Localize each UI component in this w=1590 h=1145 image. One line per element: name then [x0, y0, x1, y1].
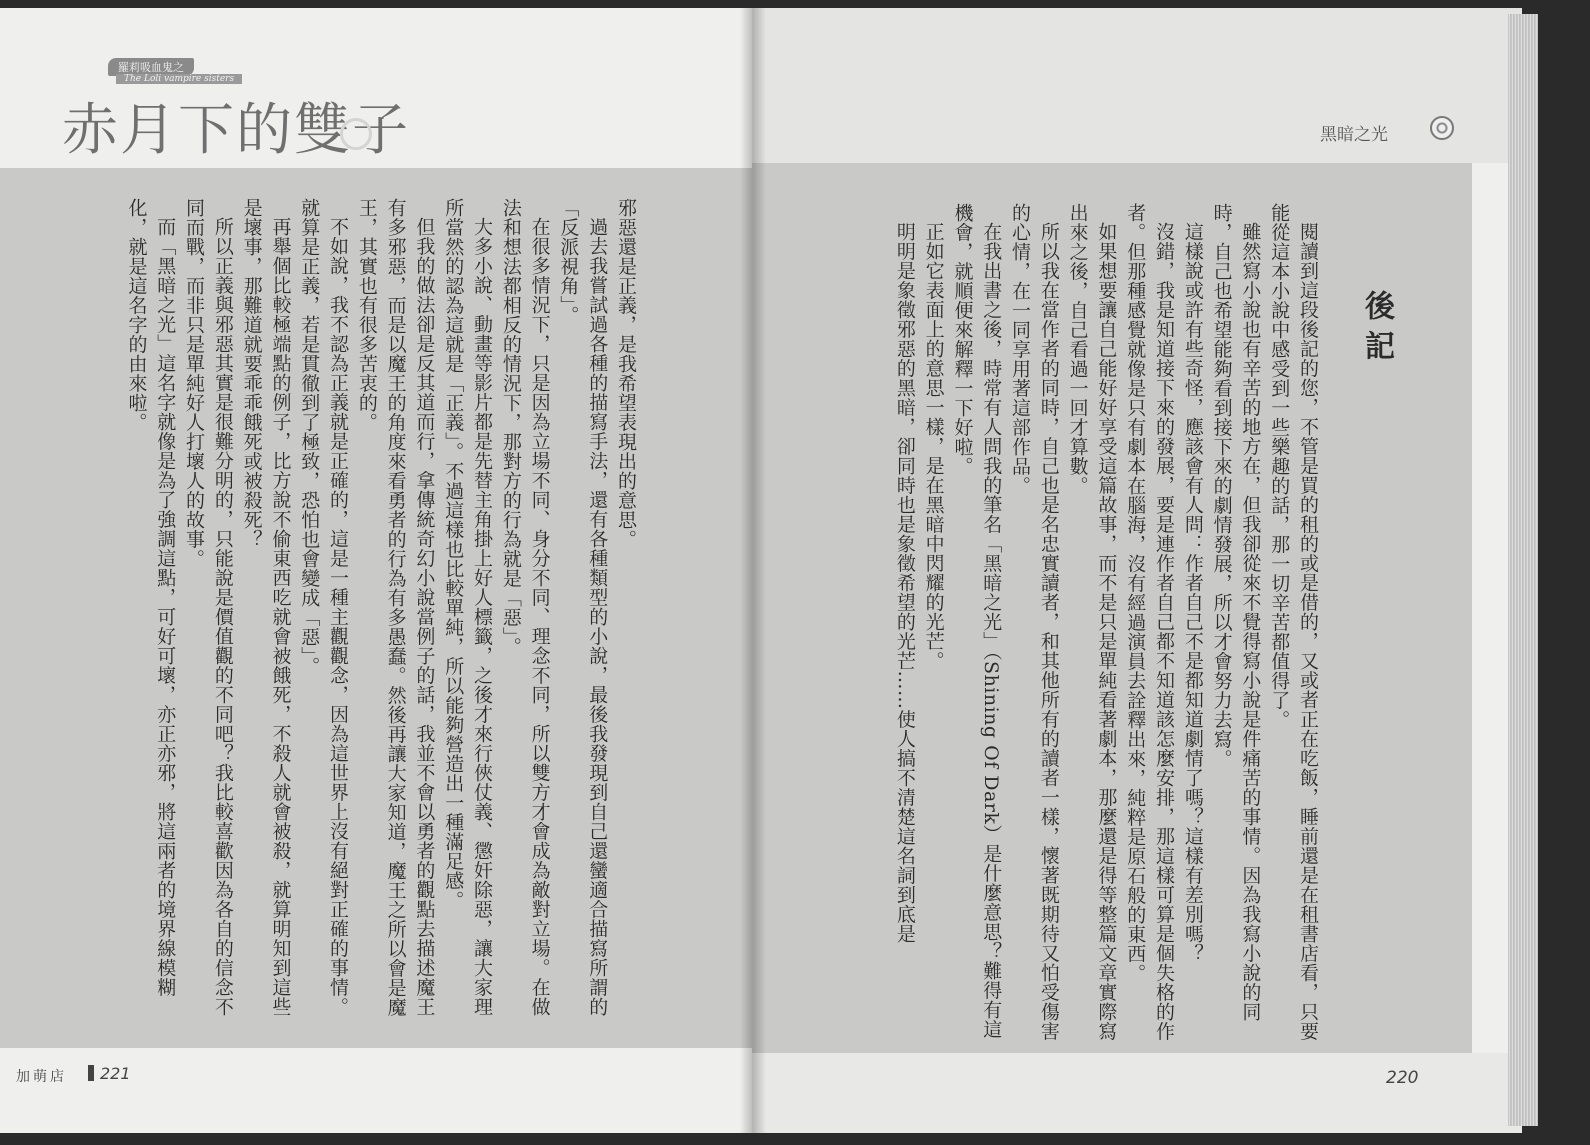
paragraph: 所以我在當作者的同時，自己也是名忠實讀者，和其他所有的讀者一樣，懷著既期待又怕受傷害的心情，在一同享用著這部作品。 — [1009, 203, 1060, 1041]
book-gutter — [740, 8, 766, 1133]
paragraph: 過去我嘗試過各種的描寫手法，還有各種類型的小說，最後我發現到自己還蠻適合描寫所謂的「反派視角」。 — [557, 198, 609, 1017]
paragraph: 再舉個比較極端點的例子，比方說不偷東西吃就會被餓死，不殺人就會被殺，就算明知到這些是壞事，那難道就要乖乖餓死或被殺死？ — [240, 198, 292, 1017]
footer-divider — [88, 1065, 94, 1081]
chapter-emblem-icon — [1430, 116, 1454, 140]
paragraph: 所以正義與邪惡其實是很難分明的，只能說是價值觀的不同吧？我比較喜歡因為各自的信念不同而戰，而非只是單純好人打壞人的故事。 — [183, 198, 234, 1017]
left-body-text — [96, 198, 640, 1018]
page-edges — [1508, 14, 1538, 1126]
paragraph: 這樣說或許有些奇怪，應該會有人問：作者自己不是都知道劇情了嗎？這樣有差別嗎？ — [1181, 222, 1204, 963]
series-subtitle-en: The Loli vampire sisters — [116, 74, 242, 84]
paragraph: 大多小說、動畫等影片都是先替主角掛上好人標籤，之後才來行俠仗義、懲奸除惡，讓大家理所當然的認為這就是「正義」。不過這樣也比較單純，所以能夠營造出一種滿足感。 — [442, 198, 494, 1017]
paragraph: 如果想要讓自己能好好享受這篇故事，而不是只是單純看著劇本，那麼還是得等整篇文章實際寫出來之後，自己看過一回才算數。 — [1066, 203, 1118, 1041]
page-number: 220 — [1386, 1068, 1419, 1088]
paragraph: 在很多情況下，只是因為立場不同、身分不同、理念不同，所以雙方才會成為敵對立場。在做法和想法都相反的情況下，那對方的行為就是「惡」。 — [499, 198, 551, 1017]
paragraph: 但我的做法卻是反其道而行，拿傳統奇幻小說當例子的話，我並不會以勇者的觀點去描述魔王有多邪惡，而是以魔王的角度來看勇者的行為有多愚蠢。然後再讓大家知道，魔王之所以會是魔王，其實也有很多苦衷的。 — [355, 198, 436, 1017]
paragraph: 雖然寫小說也有辛苦的地方在，但我卻從來不覺得寫小說是件痛苦的事情。因為我寫小說的同時，自己也希望能夠看到接下來的劇情發展，所以才會努力去寫。 — [1210, 203, 1262, 1022]
afterword-title: 後記 — [1359, 290, 1394, 370]
paragraph: 閱讀到這段後記的您，不管是買的租的或是借的，又或者正在吃飯，睡前還是在租書店看，只要能從這本小說中感受到一些樂趣的話，那一切辛苦都值得了。 — [1268, 203, 1319, 1041]
paragraph: 邪惡還是正義，是我希望表現出的意思。 — [615, 198, 637, 549]
paragraph: 在我出書之後，時常有人問我的筆名「黑暗之光」（Shining Of Dark）是什麼意思？難得有這機會，就順便來解釋一下好啦。 — [951, 203, 1003, 1039]
paragraph: 而「黑暗之光」這名字就像是為了強調這點，可好可壞，亦正亦邪，將這兩者的境界線模糊化，就是這名字的由來啦。 — [125, 198, 177, 997]
right-body-text — [852, 203, 1322, 1043]
paragraph: 明明是象徵邪惡的黑暗，卻同時也是象徵希望的光芒……使人搞不清楚這名詞到底是 — [893, 222, 916, 944]
right-page — [752, 8, 1522, 1133]
bat-emblem-icon — [340, 118, 372, 150]
header-area — [752, 8, 1522, 163]
paragraph: 不如說，我不認為正義就是正確的，這是一種主觀觀念，因為這世界上沒有絕對正確的事情。就算是正義，若是貫徹到了極致，恐怕也會變成「惡」。 — [298, 198, 350, 1017]
footer-publisher: 加萌店 — [16, 1069, 67, 1085]
page-number: 221 — [100, 1064, 131, 1083]
series-title: 赤月下的雙子 — [62, 98, 410, 163]
paragraph: 沒錯，我是知道接下來的發展，要是連作者自己都不知道該怎麼安排，那這樣可算是個失格的作者。但那種感覺就像是只有劇本在腦海，沒有經過演員去詮釋出來，純粹是原石般的東西。 — [1124, 203, 1176, 1041]
chapter-title: 黑暗之光 — [1320, 125, 1388, 145]
left-page — [0, 8, 752, 1133]
paragraph: 正如它表面上的意思一樣，是在黑暗中閃耀的光芒。 — [922, 222, 945, 671]
footer-area — [752, 1053, 1522, 1133]
series-subtitle: 羅莉吸血鬼之 — [108, 58, 194, 76]
